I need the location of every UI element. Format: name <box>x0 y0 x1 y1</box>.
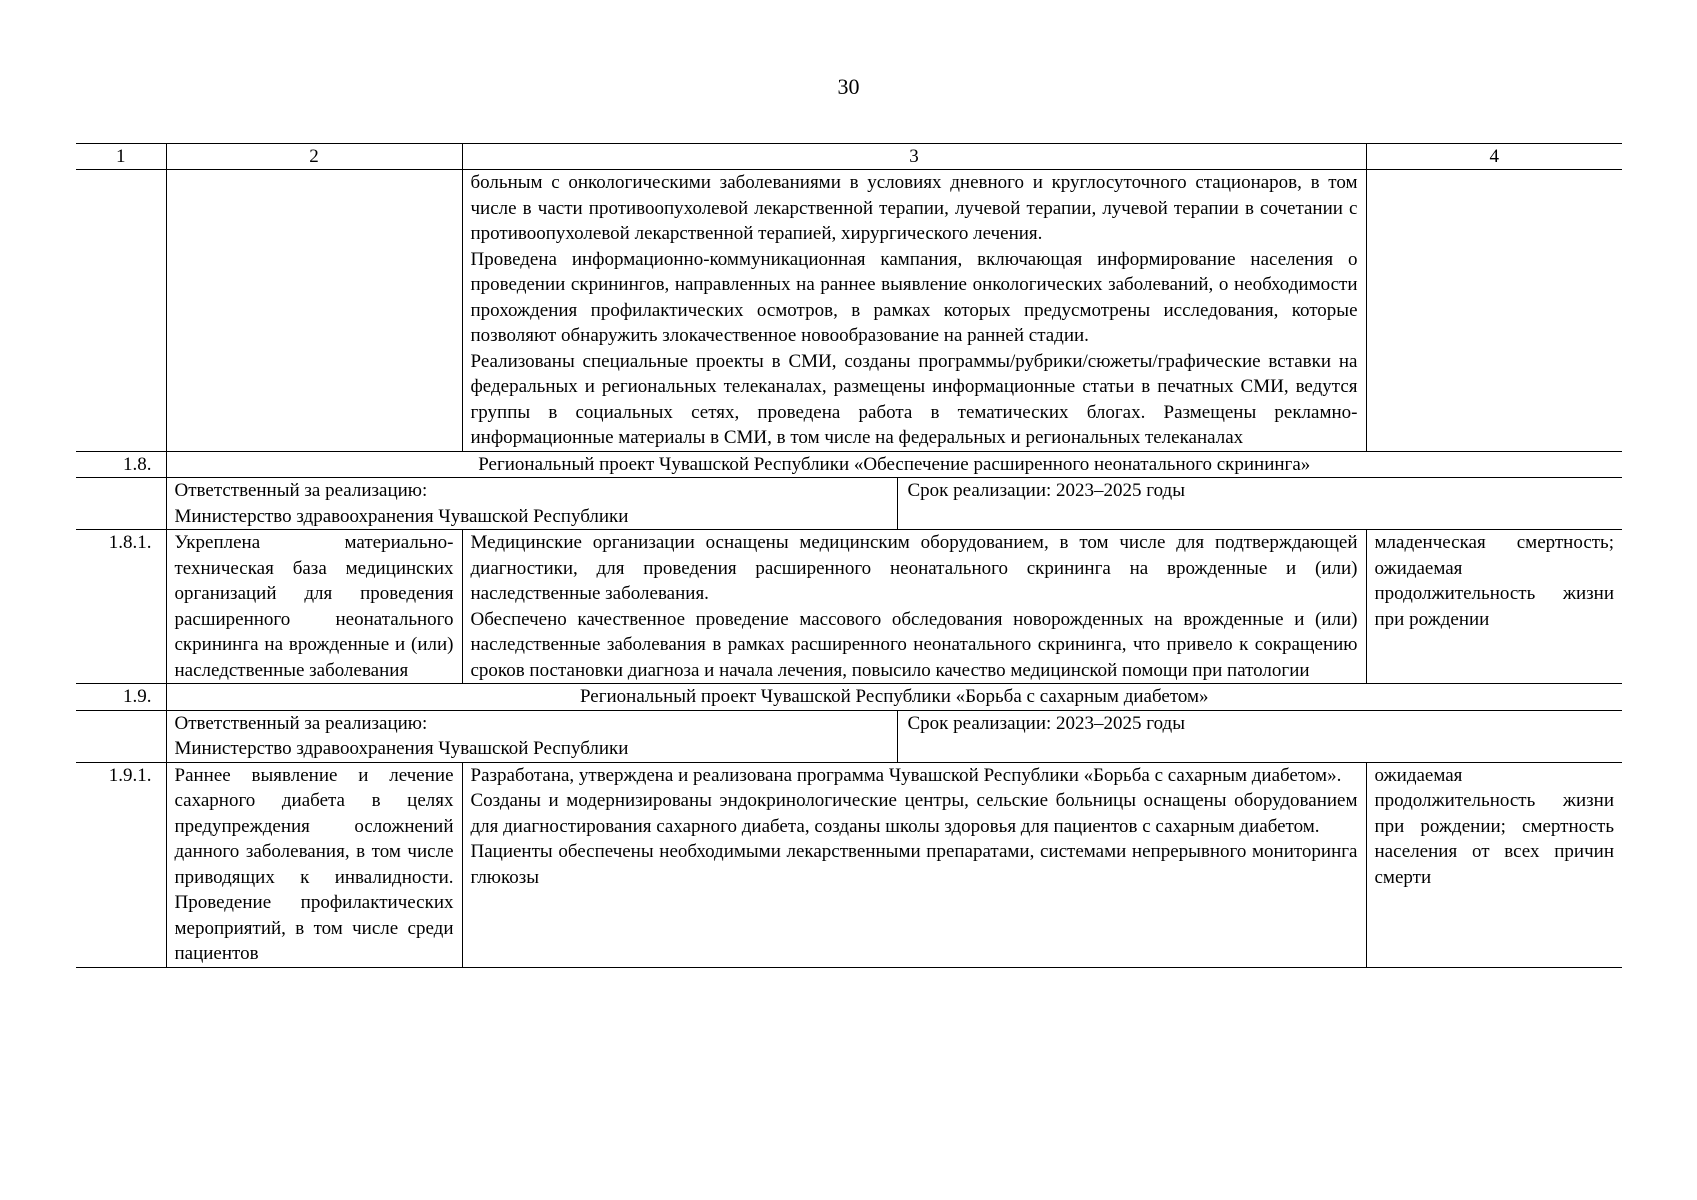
result-paragraph: Пациенты обеспечены необходимыми лекарственными препаратами, системами непрерывного мониторинга глюкозы <box>470 841 1358 888</box>
column-number-3: 3 <box>462 144 1366 170</box>
continued-results-cell <box>462 170 1366 452</box>
continued-paragraph: Проведена информационно-коммуникационная кампания, включающая информирование населения о проведении скринингов, направленных на раннее выявление онкологических заболеваний, о необходимости прохождения профилактических осмотров, в рамках которых предусмотрены исследования, которые позволяют обнаружить злокачественное новообразование на ранней стадии. <box>470 248 1358 346</box>
responsible-row <box>76 710 1622 762</box>
table-bottom-rule <box>76 967 1622 968</box>
result-paragraph: Созданы и модернизированы эндокринологические центры, сельские больницы оснащены оборудованием для диагностирования сахарного диабета, созданы школы здоровья для пациентов с сахарным диабетом. <box>470 790 1358 837</box>
responsible-block <box>175 711 897 762</box>
section-title: Региональный проект Чувашской Республики «Борьба с сахарным диабетом» <box>166 684 1622 711</box>
item-results <box>462 530 1366 684</box>
section-number: 1.9. <box>76 684 166 711</box>
column-number-row <box>76 144 1622 170</box>
result-paragraph: Обеспечено качественное проведение массового обследования новорожденных на врожденные и (или) наследственные заболевания в рамках расширенного неонатального скрининга, что привело к сокращению сроков постановки диагноза и начала лечения, повысило качество медицинской помощи при патологии <box>470 608 1358 681</box>
implementation-term: Срок реализации: 2023–2025 годы <box>897 711 1623 762</box>
responsible-org: Министерство здравоохранения Чувашской Республики <box>174 738 629 759</box>
result-paragraph: Медицинские организации оснащены медицинским оборудованием, в том числе для подтверждающей диагностики, для проведения расширенного неонатального скрининга на врожденные и (или) наследственные заболевания. <box>470 532 1358 604</box>
section-title: Региональный проект Чувашской Республики «Обеспечение расширенного неонатального скрининга» <box>166 451 1622 478</box>
continued-row <box>76 170 1622 452</box>
item-number: 1.9.1. <box>76 762 166 967</box>
implementation-term: Срок реализации: 2023–2025 годы <box>897 478 1623 529</box>
document-table <box>76 143 1622 967</box>
section-title-row <box>76 684 1622 711</box>
item-task: Раннее выявление и лечение сахарного диабета в целях предупреждения осложнений данного заболевания, в том числе приводящих к инвалидности. Проведение профилактических мероприятий, в том числе среди пациентов <box>166 762 462 967</box>
continued-paragraph: Реализованы специальные проекты в СМИ, созданы программы/рубрики/сюжеты/графические вставки на федеральных и региональных телеканалах, размещены информационные статьи в печатных СМИ, ведутся группы в социальных сетях, проведена работа в тематических блогах. Размещены рекламно-информационные материалы в СМИ, в том числе на федеральных и региональных телеканалах <box>470 350 1358 448</box>
column-number-4: 4 <box>1366 144 1622 170</box>
section-number: 1.8. <box>76 451 166 478</box>
item-row <box>76 762 1622 967</box>
responsible-org: Министерство здравоохранения Чувашской Республики <box>174 505 629 527</box>
item-task: Укреплена материально-техническая база медицинских организаций для проведения расширенного неонатального скрининга на врожденные и (или) наследственные заболевания <box>166 530 462 684</box>
page-number: 30 <box>837 74 860 99</box>
responsible-row <box>76 478 1622 530</box>
responsible-label: Ответственный за реализацию: <box>174 480 428 501</box>
result-paragraph: Разработана, утверждена и реализована программа Чувашской Республики «Борьба с сахарным диабетом». <box>470 764 1342 786</box>
item-indicators: младенческая смертность; ожидаемая продолжительность жизни при рождении <box>1366 530 1622 684</box>
item-row <box>76 530 1622 684</box>
item-number: 1.8.1. <box>76 530 166 684</box>
responsible-block <box>175 478 897 529</box>
responsible-label: Ответственный за реализацию: <box>174 712 428 734</box>
section-title-row <box>76 451 1622 478</box>
column-number-2: 2 <box>166 144 462 170</box>
item-indicators: ожидаемая продолжительность жизни при рождении; смертность населения от всех причин смерти <box>1366 762 1622 967</box>
column-number-1: 1 <box>76 144 166 170</box>
item-results <box>462 762 1366 967</box>
continued-paragraph: больным с онкологическими заболеваниями в условиях дневного и круглосуточного стационаров, в том числе в части противоопухолевой лекарственной терапии, лучевой терапии, лучевой терапии в сочетании с противоопухолевой лекарственной терапией, хирургического лечения. <box>470 172 1358 244</box>
